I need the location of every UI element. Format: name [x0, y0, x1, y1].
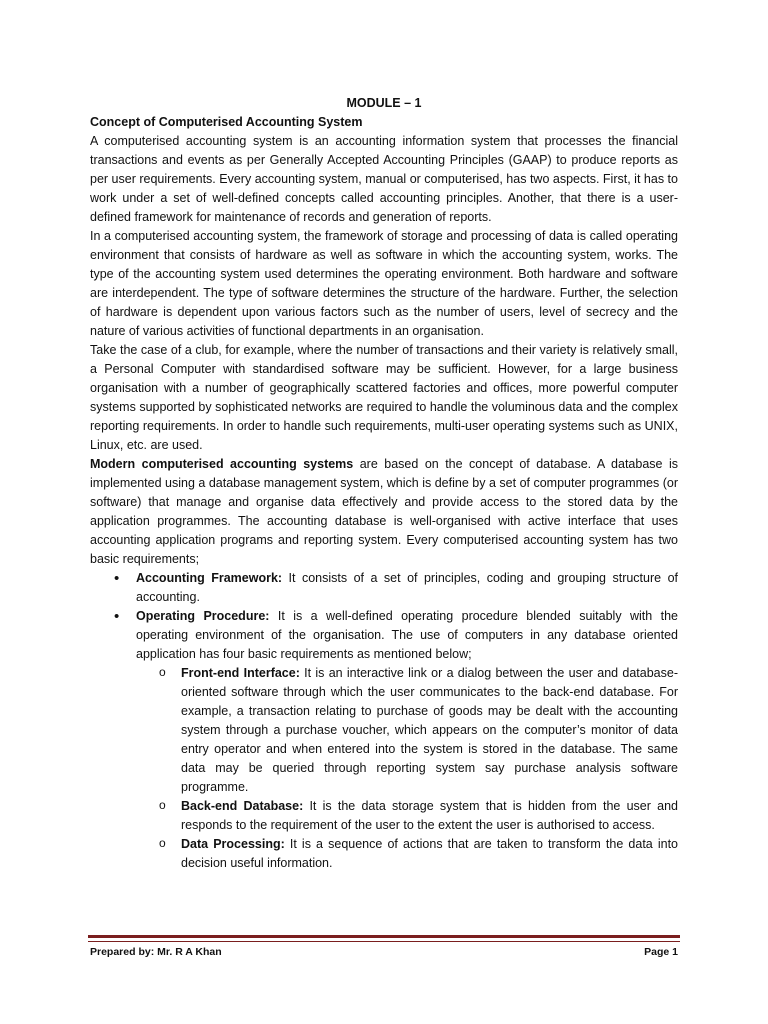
sub-item-term: Front-end Interface: — [181, 666, 300, 680]
bullet-text: It is a well-defined operating procedure blended suitably with the operating environment of the organisation. The use of computers in any database oriented application has four basic requirements as mentioned below; — [136, 609, 679, 661]
sub-item-text: It is an interactive link or a dialog between the user and database-oriented software through which the user communicates to the back-end database. For example, a transaction relating to purchase of goods may be dealt with the accounting system through a purchase voucher, which appears on the computer’s monitor of data entry operator and when entered into the system is stored in the database. The same data may be queried through reporting system say purchase analysis software programme. — [181, 666, 678, 794]
paragraph-operating-environment: In a computerised accounting system, the framework of storage and processing of data is called operating environment that consists of hardware as well as software in which the accounting system, works. The type of the accounting system used determines the operating environment. Both hardware and software are interdependent. The type of software determines the structure of the hardware. Further, the selection of hardware is dependent upon various factors such as the number of users, level of secrecy and the nature of various activities of functional departments in an organisation. — [90, 229, 678, 338]
modern-systems-term: Modern computerised accounting systems — [90, 457, 354, 471]
requirement-accounting-framework — [90, 569, 678, 607]
sub-item-term: Data Processing: — [181, 837, 285, 851]
paragraph-modern-systems — [90, 455, 678, 569]
footer-author: Prepared by: Mr. R A Khan — [90, 946, 222, 958]
sub-item-front-end-interface — [90, 664, 678, 797]
paragraph-intro: A computerised accounting system is an accounting information system that processes the financial transactions and events as per Generally Accepted Accounting Principles (GAAP) to produce reports as per user requirements. Every accounting system, manual or computerised, has two aspects. First, it has to work under a set of well-defined concepts called accounting principles. Another, that there is a user-defined framework for maintenance of records and generation of reports. — [90, 134, 678, 224]
basic-requirements-sublist — [90, 664, 678, 873]
module-title: MODULE – 1 — [346, 96, 422, 110]
requirement-operating-procedure — [90, 607, 678, 873]
section-title: Concept of Computerised Accounting System — [90, 115, 363, 129]
bullet-term: Accounting Framework: — [136, 571, 283, 585]
sub-item-data-processing — [90, 835, 678, 873]
sub-item-text: It is the data storage system that is hidden from the user and responds to the requirement of the user to the extent the user is authorised to access. — [181, 799, 678, 832]
sub-item-text: It is a sequence of actions that are taken to transform the data into decision useful information. — [181, 837, 679, 870]
requirements-list — [90, 569, 678, 873]
modern-systems-text: are based on the concept of database. A database is implemented using a database management system, which is define by a set of computer programmes (or software) that manage and organise data effectively and provide access to the stored data by the application programmes. The accounting database is well-organised with active interface that uses accounting application programs and reporting system. Every computerised accounting system has two basic requirements; — [90, 457, 678, 566]
bullet-text: It consists of a set of principles, coding and grouping structure of accounting. — [136, 571, 678, 604]
sub-item-term: Back-end Database: — [181, 799, 304, 813]
document-page — [90, 94, 678, 873]
footer-rule — [88, 935, 680, 942]
sub-item-back-end-database — [90, 797, 678, 835]
paragraph-club-example: Take the case of a club, for example, where the number of transactions and their variety is relatively small, a Personal Computer with standardised software may be sufficient. However, for a large business organisation with a number of geographically scattered factories and offices, more powerful computer systems supported by sophisticated networks are required to handle the voluminous data and the complex reporting requirements. In order to handle such requirements, multi-user operating systems such as UNIX, Linux, etc. are used. — [90, 343, 678, 452]
footer-page-number: Page 1 — [644, 946, 678, 958]
bullet-term: Operating Procedure: — [136, 609, 270, 623]
